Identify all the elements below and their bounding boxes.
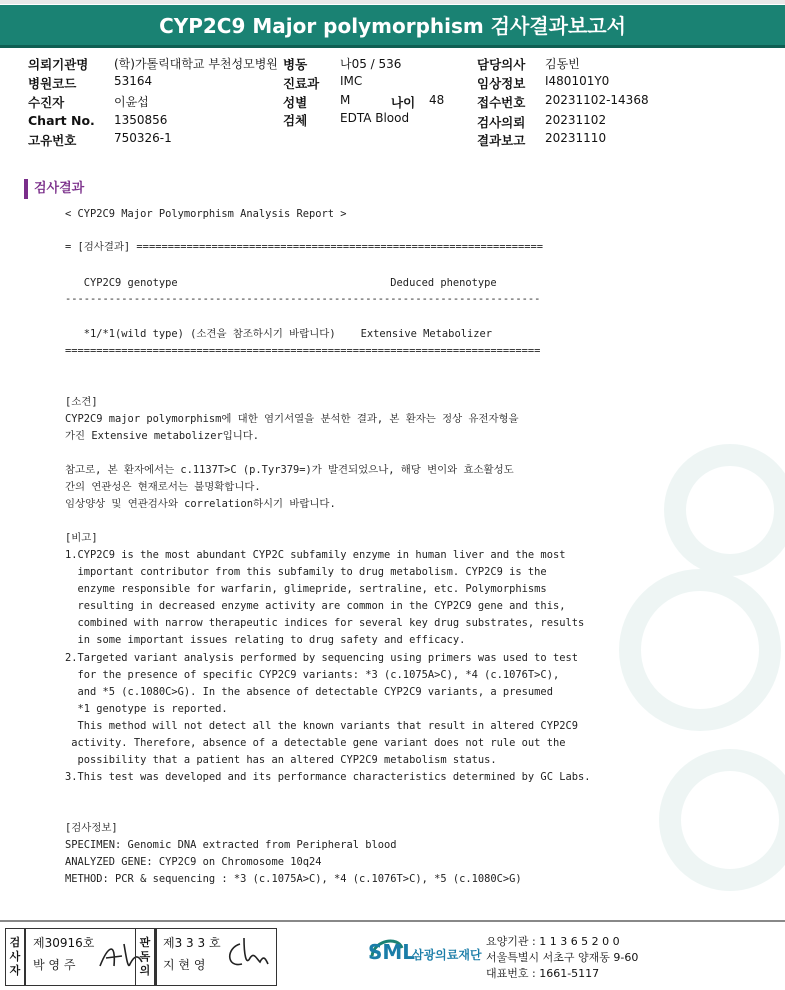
opinion-line: 가진 Extensive metabolizer입니다. [65, 430, 260, 442]
report-heading: < CYP2C9 Major Polymorphism Analysis Report > [65, 208, 347, 220]
tester-license-no: 제30916호 [33, 936, 95, 950]
specimen-value: EDTA Blood [340, 111, 410, 125]
hospital-code-value: 53164 [114, 74, 153, 88]
remarks-line: 2.Targeted variant analysis performed by sequencing using primers was used to test [65, 652, 578, 664]
top-border [0, 0, 785, 4]
tester-name: 박 영 주 [33, 958, 76, 972]
receipt-no-value: 20231102-14368 [545, 93, 649, 107]
reviewer-name: 지 현 영 [163, 958, 206, 972]
request-date-label: 검사의뢰 [477, 115, 526, 130]
patient-value: 이윤섭 [114, 95, 149, 109]
report-title: CYP2C9 Major polymorphism 검사결과보고서 [0, 5, 785, 48]
institution-value: (학)가톨릭대학교 부천성모병원 [114, 57, 278, 71]
org-contact [486, 934, 638, 982]
result-table-header: CYP2C9 genotype Deduced phenotype [65, 277, 497, 289]
remarks-line: in some important issues relating to drug safety and efficacy. [65, 634, 466, 646]
tester-label: 검 사 자 [5, 928, 25, 986]
report-date-value: 20231110 [545, 131, 607, 145]
sex-value: M [340, 93, 351, 107]
unique-no-value: 750326-1 [114, 131, 172, 145]
ward-label: 병동 [283, 57, 308, 72]
remarks-line: important contributor from this subfamily to drug metabolism. CYP2C9 is the [65, 566, 547, 578]
section-title: 검사결과 [24, 179, 84, 199]
doctor-value: 김동빈 [545, 57, 580, 71]
institution-code: 요양기관 : 1 1 3 6 5 2 0 0 [486, 935, 620, 948]
chart-no-value: 1350856 [114, 113, 168, 127]
clinical-info-value: I480101Y0 [545, 74, 610, 88]
specimen-label: 검체 [283, 113, 308, 128]
age-label: 나이 [391, 95, 416, 110]
unique-no-label: 고유번호 [28, 133, 77, 148]
remarks-line: for the presence of specific CYP2C9 variants: *3 (c.1075A>C), *4 (c.1076T>C), [65, 669, 560, 681]
remarks-line: 3.This test was developed and its performance characteristics determined by GC Labs. [65, 771, 591, 783]
opinion-line: CYP2C9 major polymorphism에 대한 염기서열을 분석한 결과, 본 환자는 정상 유전자형을 [65, 413, 519, 425]
opinion-line: 참고로, 본 환자에서는 c.1137T>C (p.Tyr379=)가 발견되었으나, 해당 변이와 효소활성도 [65, 464, 514, 476]
remarks-line: 1.CYP2C9 is the most abundant CYP2C subfamily enzyme in human liver and the most [65, 549, 566, 561]
chart-no-label: Chart No. [28, 113, 95, 128]
patient-label: 수진자 [28, 95, 65, 110]
result-table-divider: ---------------------------------------------------------------------------- [65, 293, 541, 305]
remarks-line: resulting in decreased enzyme activity are common in the CYP2C9 gene and this, [65, 600, 566, 612]
remarks-line: and *5 (c.1080C>G). In the absence of detectable CYP2C9 variants, a presumed [65, 686, 553, 698]
reviewer-license-no: 제3 3 3 호 [163, 936, 221, 950]
opinion-heading: [소견] [65, 396, 98, 408]
watermark-logo-icon [560, 420, 785, 900]
test-info-line: ANALYZED GENE: CYP2C9 on Chromosome 10q24 [65, 856, 322, 868]
hospital-code-label: 병원코드 [28, 76, 77, 91]
sml-logo [368, 934, 482, 968]
remarks-heading: [비고] [65, 532, 98, 544]
remarks-line: activity. Therefore, absence of a detectable gene variant does not rule out the [65, 737, 566, 749]
org-name: 삼광의료재단 [412, 948, 482, 962]
result-footer-rule: ============================================================================ [65, 345, 541, 357]
footer [0, 920, 785, 990]
remarks-line: combined with narrow therapeutic indices for several key drug substrates, results [65, 617, 585, 629]
reviewer-signature-icon [222, 934, 272, 974]
doctor-label: 담당의사 [477, 57, 526, 72]
clinical-info-label: 임상정보 [477, 76, 526, 91]
sex-label: 성별 [283, 95, 308, 110]
test-info-line: SPECIMEN: Genomic DNA extracted from Peripheral blood [65, 839, 397, 851]
org-phone: 대표번호 : 1661-5117 [486, 967, 600, 980]
institution-label: 의뢰기관명 [28, 57, 89, 72]
remarks-line: enzyme responsible for warfarin, glimepride, sertraline, etc. Polymorphisms [65, 583, 547, 595]
request-date-value: 20231102 [545, 113, 607, 127]
opinion-line: 간의 연관성은 현재로서는 불명확합니다. [65, 481, 261, 493]
report-date-label: 결과보고 [477, 133, 526, 148]
genotype-result: *1/*1(wild type) (소견을 참조하시기 바랍니다) Extensive Metabolizer [65, 328, 492, 340]
remarks-line: possibility that a patient has an altered CYP2C9 metabolism status. [65, 754, 497, 766]
remarks-line: *1 genotype is reported. [65, 703, 228, 715]
test-info-line: METHOD: PCR & sequencing : *3 (c.1075A>C), *4 (c.1076T>C), *5 (c.1080C>G) [65, 873, 522, 885]
logo-text: SML [368, 940, 416, 964]
remarks-line: This method will not detect all the known variants that result in altered CYP2C9 [65, 720, 578, 732]
receipt-no-label: 접수번호 [477, 95, 526, 110]
department-value: IMC [340, 74, 363, 88]
org-address: 서울특별시 서초구 양재동 9-60 [486, 951, 639, 964]
result-header-rule: = [검사결과] ================================================================= [65, 241, 544, 253]
ward-value: 나05 / 536 [340, 57, 402, 71]
test-info-heading: [검사정보] [65, 822, 118, 834]
opinion-line: 임상양상 및 연관검사와 correlation하시기 바랍니다. [65, 498, 336, 510]
department-label: 진료과 [283, 76, 320, 91]
reviewer-label: 판 독 의 [135, 928, 155, 986]
age-value: 48 [429, 93, 445, 107]
